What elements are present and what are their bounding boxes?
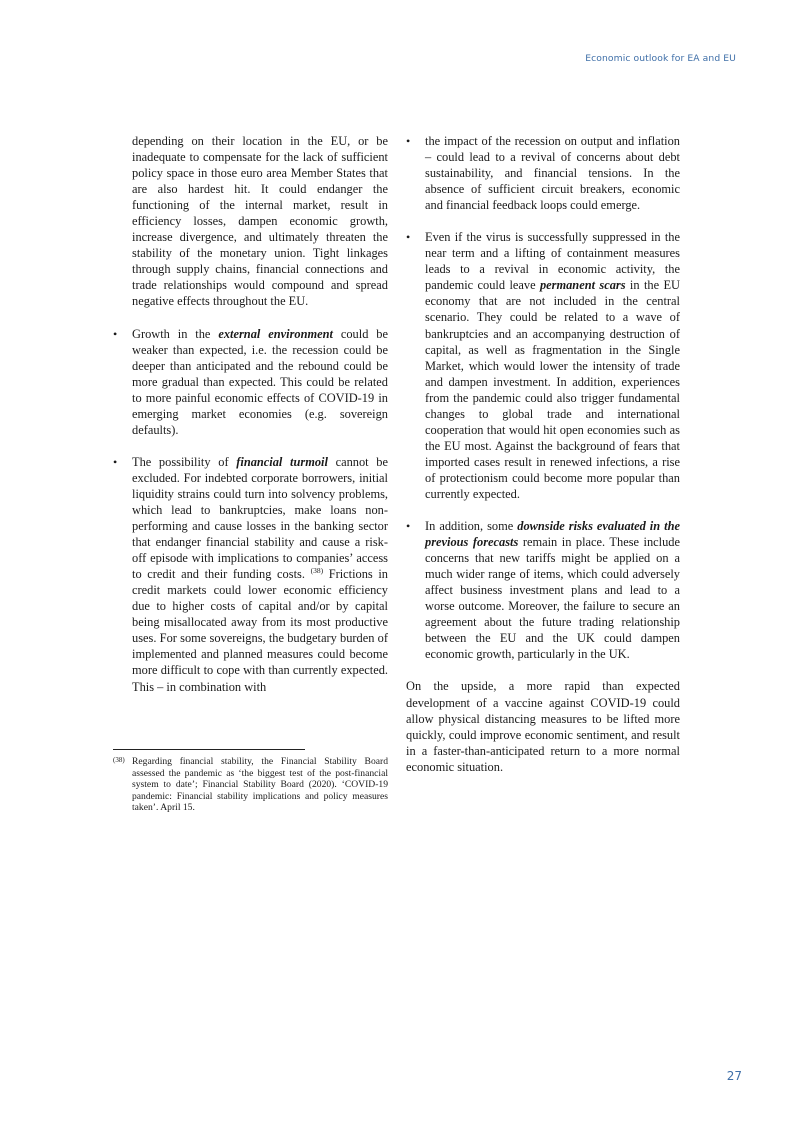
keyword-financial-turmoil: financial turmoil xyxy=(236,454,328,469)
spacer xyxy=(113,310,388,326)
bullet-financial-turmoil xyxy=(113,454,388,695)
text-before: Growth in the xyxy=(132,326,219,341)
bullet-icon: • xyxy=(406,519,411,534)
text-before: Even if the virus is successfully suppressed in the near term and a lifting of containment measures leads to a revival in economic activity, the pandemic could leave xyxy=(425,230,680,293)
paragraph-continuation: depending on their location in the EU, or be inadequate to compensate for the lack of sufficient policy space in those euro area Member States that are also hardest hit. It could endanger the functioning of the internal market, result in efficiency losses, dampen economic growth, increase divergence, and ultimately threaten the stability of the monetary union. Tight linkages through supply chains, financial connections and trade relationships would compound and spread negative effects throughout the EU. xyxy=(132,134,388,309)
footnote-reference[interactable]: (38) xyxy=(310,566,324,576)
right-column xyxy=(406,133,680,775)
footnote-text: Regarding financial stability, the Financial Stability Board assessed the pandemic as ‘the biggest test of the post-financial system to date’; Financial Stability Board (2020). ‘COVID-19 pandemic: Financial stability implications and policy measures taken’. April 15. xyxy=(132,756,388,813)
bullet-icon: • xyxy=(113,326,118,341)
bullet-recession-impact xyxy=(406,133,680,213)
text-after: Frictions in credit markets could lower economic efficiency due to higher costs of capital and/or by capital being misallocated away from its most productive uses. For some sovereigns, the budgetary burden of implemented and planned measures could become more difficult to cope with than currently expected. This – in combination with xyxy=(132,567,389,694)
spacer xyxy=(406,662,680,678)
spacer xyxy=(113,438,388,454)
text-before: In addition, some xyxy=(425,519,518,534)
text-after: could be weaker than expected, i.e. the recession could be deeper than anticipated and the rebound could be more gradual than expected. This could be related to more painful economic effects of COVID-19 in emerging market economies (e.g. sovereign defaults). xyxy=(132,326,388,437)
running-header: Economic outlook for EA and EU xyxy=(585,53,736,64)
bullet-downside-risks xyxy=(406,518,680,662)
keyword-external-environment: external environment xyxy=(218,326,333,341)
footnote-mark: (38) xyxy=(113,756,125,764)
bullet-icon: • xyxy=(113,454,118,469)
bullet-text: the impact of the recession on output and inflation – could lead to a revival of concerns about debt sustainability, and financial tensions. In the absence of sufficient circuit breakers, economic and financial feedback loops could emerge. xyxy=(425,134,680,213)
bullet-icon: • xyxy=(406,134,411,148)
text-after: in the EU economy that are not included in the central scenario. They could be related to a wave of bankruptcies and an accompanying destruction of capital, as well as fragmentation in the Single Market, which would lower the intensity of trade and dampen investment. In addition, experiences from the pandemic could also trigger fundamental changes to global trade and international cooperation that would hit open economies such as the EU most. Against the background of fears that imported cases result in renewed infections, a rise of protectionism could become more popular than currently expected. xyxy=(425,278,680,501)
upside-paragraph: On the upside, a more rapid than expected development of a vaccine against COVID-19 could allow physical distancing measures to be lifted more quickly, could improve economic sentiment, and result in a faster-than-anticipated return to a more normal economic situation. xyxy=(406,679,680,774)
spacer xyxy=(406,213,680,229)
text-middle: cannot be excluded. For indebted corporate borrowers, initial liquidity strains could turn into solvency problems, which lead to bankruptcies, make loans non-performing and cause losses in the banking sector that endanger financial stability and cause a risk-off episode with implications to companies’ access to credit and their funding costs. xyxy=(132,454,388,582)
keyword-permanent-scars: permanent scars xyxy=(539,278,626,293)
footnote-divider xyxy=(113,749,305,750)
bullet-icon: • xyxy=(406,230,411,245)
keyword-downside-risks: downside risks evaluated in the previous forecasts xyxy=(425,519,680,550)
bullet-permanent-scars xyxy=(406,229,680,502)
spacer xyxy=(406,502,680,518)
page-number: 27 xyxy=(726,1069,742,1083)
footnote-38 xyxy=(113,756,388,814)
bullet-external-environment xyxy=(113,326,388,438)
text-before: The possibility of xyxy=(132,454,237,469)
left-column xyxy=(113,133,388,695)
text-after: remain in place. These include concerns that new tariffs might be applied on a much wider range of items, which could adversely affect business investment plans and lead to a worse outcome. Moreover, the failure to secure an agreement about the future trading relationship between the EU and the UK could dampen economic growth, particularly in the UK. xyxy=(425,535,681,662)
